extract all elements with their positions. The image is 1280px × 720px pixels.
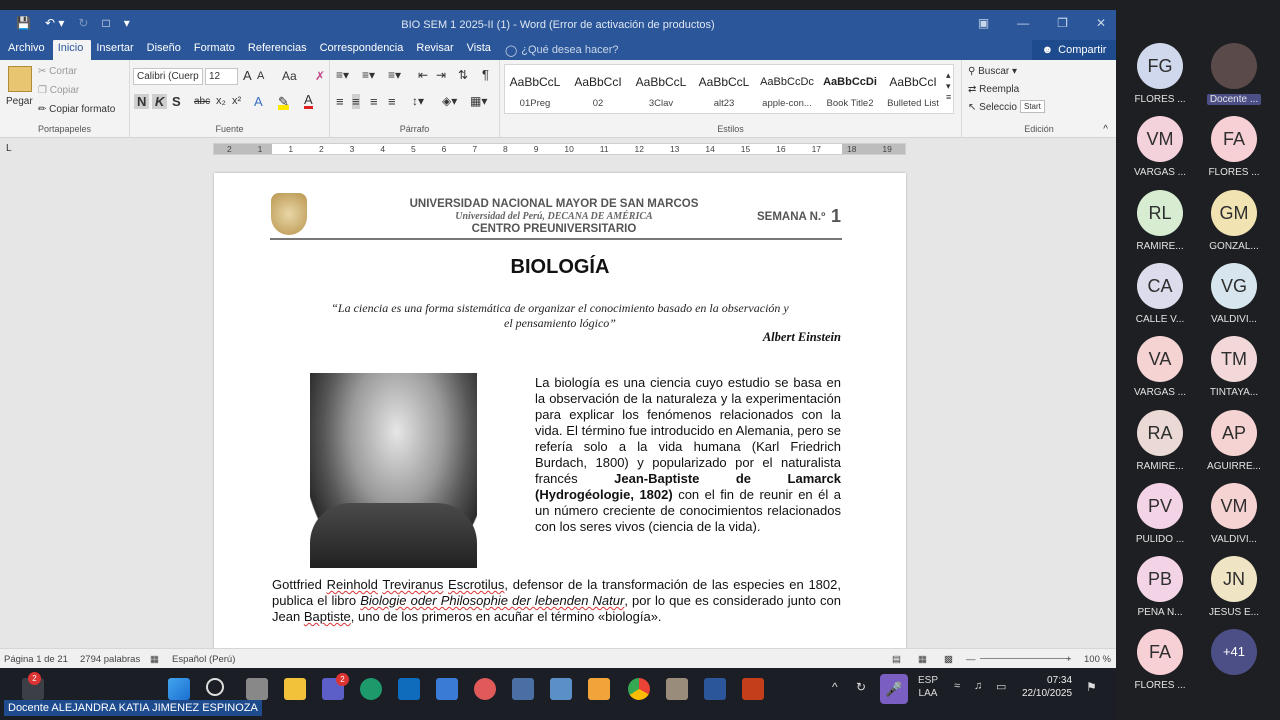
copy-icon: ❐	[38, 85, 50, 96]
edge-icon[interactable]	[360, 678, 382, 700]
participant-tile[interactable]	[1124, 336, 1196, 398]
style-name: 02	[592, 98, 604, 109]
multilevel-list-icon[interactable]: ≡▾	[388, 68, 402, 82]
replace-button[interactable]	[968, 84, 1026, 95]
font-color-icon[interactable]: A	[304, 92, 313, 107]
style-preview: AaBbCcL	[635, 75, 687, 89]
start-icon[interactable]	[168, 678, 190, 700]
select-button[interactable]	[968, 102, 1026, 113]
treviranus-paragraph	[272, 577, 841, 625]
title-bar	[0, 10, 1116, 40]
undo-icon[interactable]: ↶ ▾	[44, 16, 65, 30]
ruler-numbers	[214, 144, 905, 154]
find-button[interactable]: ⚲ Buscar ▾	[968, 66, 1018, 77]
style-item[interactable]	[630, 70, 692, 109]
ruler-number: 15	[740, 144, 751, 154]
word-window	[0, 10, 1116, 668]
bold-button[interactable]: N	[134, 94, 149, 109]
zoom-out-icon[interactable]: —	[966, 654, 976, 665]
presenter-name-label: Docente ALEJANDRA KATIA JIMENEZ ESPINOZA	[4, 700, 262, 716]
center-name: CENTRO PREUNIVERSITARIO	[471, 223, 637, 235]
participant-name: JESUS E...	[1208, 607, 1259, 619]
share-label: Compartir	[1058, 44, 1107, 56]
font-name-select[interactable]: Calibri (Cuerp	[133, 68, 203, 85]
increase-indent-icon[interactable]: ⇥	[436, 68, 447, 82]
notifications-icon[interactable]: ⚑	[1086, 680, 1097, 694]
horizontal-ruler[interactable]	[213, 143, 906, 155]
grow-font-button[interactable]: A	[243, 68, 252, 83]
participant-name: PEÑA N...	[1137, 607, 1183, 619]
superscript-button[interactable]: x²	[232, 95, 242, 107]
participant-tile[interactable]	[1198, 336, 1270, 398]
ruler-number: 18	[846, 144, 857, 154]
numbering-icon[interactable]: ≡▾	[362, 68, 376, 82]
style-preview: AaBbCcL	[698, 75, 750, 89]
style-name: Bulleted List	[887, 98, 939, 109]
minimize-icon[interactable]: —	[1017, 16, 1030, 30]
ruler-number: 11	[599, 144, 609, 154]
participant-name: AGUIRRE...	[1207, 460, 1261, 472]
name-treviranus: Treviranus	[382, 577, 444, 592]
start-tooltip: Start	[1020, 100, 1045, 113]
save-icon[interactable]: 💾	[16, 16, 31, 30]
participant-avatar: FA	[1211, 116, 1257, 162]
editing-group	[962, 60, 1116, 138]
tab-diseno[interactable]: Diseño	[146, 42, 181, 54]
participant-name: TINTAYA...	[1209, 387, 1259, 399]
proofing-icon[interactable]: ▦	[150, 654, 159, 665]
header-rule	[270, 238, 842, 240]
tab-formato[interactable]: Formato	[193, 42, 235, 54]
participant-name: GONZAL...	[1209, 240, 1259, 252]
window-controls	[978, 16, 1106, 30]
ruler-number: 8	[503, 144, 508, 154]
participant-tile[interactable]	[1124, 116, 1196, 178]
format-painter-button[interactable]	[38, 104, 115, 115]
name-reinhold: Reinhold	[326, 577, 378, 592]
notification-badge: 2	[28, 672, 41, 685]
wifi-icon[interactable]: ≈	[954, 680, 961, 692]
italic-button[interactable]: K	[152, 94, 167, 109]
window-title: BIO SEM 1 2025-II (1) - Word (Error de activación de productos)	[401, 19, 715, 31]
style-name: Book Title2	[826, 98, 874, 109]
font-label: Fuente	[215, 124, 244, 134]
participant-avatar: PV	[1137, 483, 1183, 529]
meeting-participants-panel	[1116, 0, 1280, 720]
ruler-number: 9	[533, 144, 539, 154]
snipping-icon[interactable]	[550, 678, 572, 700]
replace-label: Reempla	[979, 84, 1020, 95]
participant-avatar: VG	[1211, 263, 1257, 309]
ruler-number: 16	[776, 144, 786, 154]
change-case-button[interactable]: Aa	[282, 69, 297, 83]
copy-button[interactable]	[38, 85, 79, 96]
maximize-icon[interactable]: ❐	[1057, 16, 1068, 30]
zoom-slider[interactable]	[980, 658, 1070, 659]
search-icon[interactable]	[206, 678, 224, 696]
participant-tile[interactable]	[1124, 629, 1196, 691]
tab-vista[interactable]: Vista	[466, 42, 491, 54]
participant-tile[interactable]	[1198, 629, 1270, 680]
align-right-icon[interactable]: ≡	[370, 94, 378, 109]
tab-inicio[interactable]: Inicio	[53, 40, 92, 60]
participant-tile[interactable]	[1198, 43, 1270, 110]
language-status[interactable]: Español (Perú)	[172, 654, 236, 665]
participant-tile[interactable]	[1198, 190, 1270, 252]
align-center-icon[interactable]: ≡	[352, 94, 360, 109]
web-layout-icon[interactable]: ▩	[944, 654, 953, 665]
participant-avatar: CA	[1137, 263, 1183, 309]
style-preview: AaBbCcI	[889, 75, 937, 89]
participant-name: FLORES ...	[1208, 167, 1260, 179]
paste-icon[interactable]	[8, 66, 32, 92]
chrome-icon[interactable]	[628, 678, 650, 700]
clipboard-label: Portapapeles	[37, 124, 92, 134]
tab-insertar[interactable]: Insertar	[96, 42, 134, 54]
tell-me-box[interactable]	[505, 40, 619, 60]
copy-label: Copiar	[49, 85, 80, 96]
participant-tile[interactable]	[1198, 556, 1270, 618]
print-layout-icon[interactable]: ▦	[918, 654, 927, 665]
university-seal-icon	[271, 193, 307, 235]
underline-button[interactable]: S	[172, 94, 181, 109]
customize-qat-icon[interactable]: ▾	[123, 16, 130, 30]
participant-tile[interactable]	[1198, 116, 1270, 178]
participant-avatar: VA	[1137, 336, 1183, 382]
align-left-icon[interactable]: ≡	[336, 94, 344, 109]
microphone-icon[interactable]: 🎤	[880, 674, 908, 704]
ruler-number: 2	[318, 144, 324, 154]
text-effects-icon[interactable]: A	[254, 94, 263, 109]
style-preview: AaBbCcDc	[760, 76, 814, 88]
powerpoint-icon[interactable]	[742, 678, 764, 700]
university-subtitle: Universidad del Perú, DECANA DE AMÉRICA	[455, 211, 653, 222]
week-label: SEMANA N.º	[757, 211, 826, 223]
tab-archivo[interactable]: Archivo	[8, 42, 45, 54]
participant-tile[interactable]	[1198, 263, 1270, 325]
tab-referencias[interactable]: Referencias	[247, 42, 307, 54]
zoom-level[interactable]: 100 %	[1084, 654, 1111, 665]
participant-avatar: PB	[1137, 556, 1183, 602]
cut-label: Cortar	[49, 66, 77, 77]
style-preview: AaBbCcI	[574, 75, 622, 89]
participant-name: PULIDO ...	[1135, 533, 1185, 545]
participant-name: RAMIRE...	[1136, 240, 1184, 252]
style-name: 01Preg	[519, 98, 551, 109]
quote-line-1: “La ciencia es una forma sistemática de organizar el conocimiento basado en la observación y	[331, 301, 789, 315]
intro-text: La biología es una ciencia cuyo estudio se basa en la observación de la naturaleza y la experimentación para explicar los fenómenos relacionados con la vida. El término fue introducido en Alemania, pero se refería solo a la vida humana (Karl Friedrich Burdach, 1800) y popularizado por el naturalista francés	[535, 375, 841, 486]
intro-paragraph	[535, 375, 841, 535]
participant-name: VALDIVI...	[1211, 313, 1257, 325]
participant-tile[interactable]	[1124, 43, 1196, 105]
clock[interactable]	[1022, 674, 1072, 700]
name-baptiste: Baptiste	[303, 609, 351, 624]
ruler-number: 13	[669, 144, 680, 154]
participant-name: FLORES ...	[1134, 94, 1186, 105]
file-explorer-icon[interactable]	[284, 678, 306, 700]
participant-avatar: JN	[1211, 556, 1257, 602]
style-item[interactable]	[819, 70, 881, 109]
tab-selector-icon[interactable]: L	[6, 143, 12, 154]
search-icon: ⚲	[968, 66, 979, 77]
word-count[interactable]: 2794 palabras	[80, 654, 141, 665]
ruler-number: 6	[441, 144, 447, 154]
font-size-select[interactable]: 12	[205, 68, 238, 85]
tab-correspondencia[interactable]: Correspondencia	[319, 42, 404, 54]
paste-button[interactable]: Pegar	[6, 96, 33, 107]
pilcrow-icon[interactable]: ¶	[482, 67, 489, 82]
clock-time: 07:34	[1047, 675, 1073, 686]
onedrive-icon[interactable]: ↻	[856, 680, 867, 694]
font-group	[130, 60, 330, 138]
page-count[interactable]: Página 1 de 21	[4, 654, 68, 665]
participant-avatar: RA	[1137, 410, 1183, 456]
sort-icon[interactable]: ⇅	[458, 68, 469, 82]
styles-scroll-icon[interactable]: ▴ ▾ ≡	[946, 70, 952, 102]
ruler-number: 19	[882, 144, 892, 154]
document-title: BIOLOGÍA	[510, 256, 610, 278]
participant-name: Docente ...	[1207, 94, 1261, 105]
style-item[interactable]	[567, 70, 629, 109]
style-preview: AaBbCcL	[509, 75, 561, 89]
portrait-shoulders	[310, 503, 477, 568]
participant-tile[interactable]	[1198, 410, 1270, 472]
network-tool-icon[interactable]	[512, 678, 534, 700]
new-document-icon[interactable]: □	[102, 16, 110, 30]
style-item[interactable]	[756, 70, 818, 109]
style-item[interactable]	[693, 70, 755, 109]
ruler-number: 2	[226, 144, 232, 154]
line-spacing-icon[interactable]: ↕▾	[412, 94, 425, 108]
scissors-icon: ✂	[38, 66, 50, 77]
volume-icon[interactable]: ♫	[974, 680, 983, 692]
style-name: apple-con...	[762, 98, 812, 109]
para2-text-c: , por lo que es considerado junto con Jean	[272, 593, 842, 624]
teams-badge: 2	[336, 673, 349, 686]
redo-icon[interactable]: ↻	[78, 16, 89, 30]
participant-tile[interactable]	[1124, 483, 1196, 545]
participant-tile[interactable]	[1198, 483, 1270, 545]
justify-icon[interactable]: ≡	[388, 94, 396, 109]
tell-me-text: ¿Qué desea hacer?	[521, 44, 619, 56]
sync-icon[interactable]	[474, 678, 496, 700]
subscript-button[interactable]: x₂	[216, 95, 226, 107]
book-title: Biologie oder Philosophie der lebenden Natur	[360, 593, 625, 608]
shading-icon[interactable]: ◈▾	[442, 94, 458, 108]
participant-tile[interactable]	[1124, 263, 1196, 325]
quote-line-2: el pensamiento lógico”	[504, 316, 616, 330]
photos-icon[interactable]	[666, 678, 688, 700]
ruler-number: 1	[257, 144, 263, 154]
participant-avatar: FG	[1137, 43, 1183, 89]
ribbon	[0, 60, 1116, 138]
para2-text-d: , uno de los primeros en acuñar el término «biología».	[350, 609, 662, 624]
close-icon[interactable]: ✕	[1095, 16, 1106, 30]
collapse-ribbon-icon[interactable]: ^	[1103, 124, 1108, 135]
ribbon-tabs	[0, 40, 1116, 60]
status-bar	[0, 648, 1116, 668]
ruler-number: 5	[411, 144, 416, 154]
participant-name: VARGAS ...	[1133, 387, 1187, 399]
sublime-icon[interactable]	[588, 678, 610, 700]
task-view-icon[interactable]	[246, 678, 268, 700]
cut-button[interactable]	[38, 66, 77, 77]
participant-avatar: VM	[1211, 483, 1257, 529]
lang-line-1: ESP	[918, 675, 939, 686]
participant-tile[interactable]	[1124, 190, 1196, 252]
ruler-number: 14	[705, 144, 715, 154]
quote-author: Albert Einstein	[762, 330, 841, 344]
quote	[300, 301, 820, 331]
strikethrough-button[interactable]: abc	[194, 96, 211, 107]
ribbon-display-icon[interactable]: ▣	[977, 16, 990, 30]
participant-avatar: RL	[1137, 190, 1183, 236]
participant-name: CALLE V...	[1135, 313, 1185, 325]
clear-formatting-icon[interactable]: ✗	[315, 69, 326, 83]
language-indicator[interactable]	[918, 674, 938, 700]
ruler-number: 3	[349, 144, 355, 154]
participant-avatar: TM	[1211, 336, 1257, 382]
cursor-icon: ↖	[968, 102, 980, 113]
borders-icon[interactable]: ▦▾	[470, 94, 488, 108]
intro-text-end: con el fin de reunir en él a un número creciente de conocimientos relacionados con los seres vivos (ciencia de la vida).	[535, 487, 841, 534]
format-painter-label: Copiar formato	[49, 104, 116, 115]
outlook-icon[interactable]	[398, 678, 420, 700]
style-item[interactable]	[504, 70, 566, 109]
para2-text-a: Gottfried	[272, 577, 327, 592]
lamarck-bold-ref: Jean-Baptiste de Lamarck (Hydrogéologie, 1802)	[535, 471, 841, 502]
style-preview: AaBbCcDi	[823, 76, 877, 88]
person-icon: ☻	[1041, 44, 1054, 56]
participant-tile[interactable]	[1124, 410, 1196, 472]
university-name: UNIVERSIDAD NACIONAL MAYOR DE SAN MARCOS	[409, 198, 699, 210]
ruler-number: 1	[288, 144, 294, 154]
tab-revisar[interactable]: Revisar	[416, 42, 454, 54]
lightbulb-icon: ◯	[504, 44, 518, 57]
word-icon[interactable]	[704, 678, 726, 700]
week-number: 1	[831, 206, 842, 226]
lang-line-2: LAA	[918, 688, 938, 699]
participant-avatar: AP	[1211, 410, 1257, 456]
select-label: Seleccio	[979, 102, 1017, 113]
ruler-number: 4	[380, 144, 386, 154]
ruler-number: 12	[634, 144, 644, 154]
ruler-number: 7	[472, 144, 478, 154]
participant-name: RAMIRE...	[1136, 460, 1184, 472]
participant-name: VARGAS ...	[1133, 167, 1187, 179]
participant-name: FLORES ...	[1134, 680, 1186, 692]
document-page[interactable]	[214, 173, 906, 668]
name-escrotilus: Escrotilus	[448, 577, 505, 592]
clipboard-group	[0, 60, 130, 138]
ruler-number: 10	[564, 144, 574, 154]
style-name: 3Clav	[648, 98, 674, 109]
bullets-icon[interactable]: ≡▾	[336, 68, 350, 82]
store-icon[interactable]	[436, 678, 458, 700]
participant-tile[interactable]	[1124, 556, 1196, 618]
style-name: alt23	[713, 98, 735, 109]
shrink-font-button[interactable]: A	[257, 70, 265, 82]
styles-group	[500, 60, 962, 138]
clock-date: 22/10/2025	[1022, 688, 1073, 699]
show-hidden-icons[interactable]: ^	[832, 680, 838, 694]
participant-avatar: VM	[1137, 116, 1183, 162]
share-button[interactable]	[1032, 40, 1116, 60]
participant-avatar: GM	[1211, 190, 1257, 236]
participant-video	[1211, 43, 1257, 89]
paragraph-label: Párrafo	[399, 124, 430, 134]
find-label: Buscar	[978, 66, 1010, 77]
participant-avatar: FA	[1137, 629, 1183, 675]
ruler	[0, 138, 1116, 160]
read-mode-icon[interactable]: ▤	[892, 654, 901, 665]
paragraph-group	[330, 60, 500, 138]
battery-icon[interactable]: ▭	[996, 681, 1007, 693]
decrease-indent-icon[interactable]: ⇤	[418, 68, 429, 82]
ruler-number: 17	[811, 144, 822, 154]
style-item[interactable]	[882, 70, 944, 109]
replace-icon: ⇄	[968, 84, 980, 95]
para2-text-b: , defensor de la transformación de las especies en 1802, publica el libro	[272, 577, 841, 608]
editing-label: Edición	[1024, 124, 1054, 134]
styles-label: Estilos	[717, 124, 744, 134]
participant-name: VALDIVI...	[1211, 533, 1257, 545]
brush-icon: ✏	[38, 104, 50, 115]
participant-avatar: +41	[1211, 629, 1257, 675]
highlight-icon[interactable]: ✎	[278, 94, 289, 109]
zoom-in-icon[interactable]: +	[1066, 654, 1072, 665]
